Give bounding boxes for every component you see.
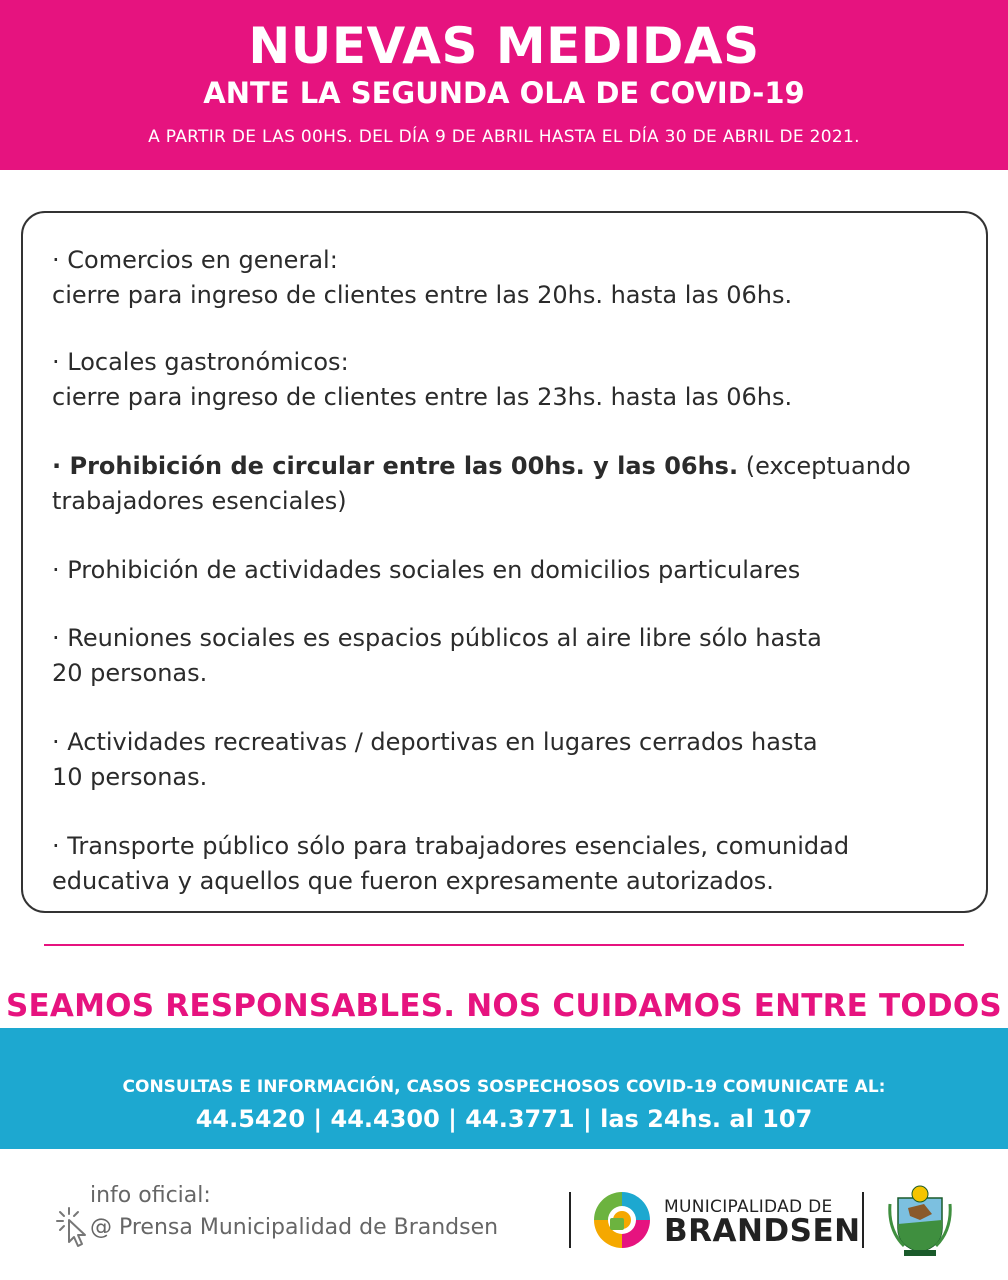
measures-box bbox=[21, 211, 988, 913]
divider-line bbox=[44, 944, 964, 946]
measure-item: · Transporte público sólo para trabajadores esenciales, comunidad educativa y aquellos que fueron expresamente autorizados. bbox=[52, 832, 850, 895]
measure-item: · Reuniones sociales es espacios públicos al aire libre sólo hasta 20 personas. bbox=[52, 624, 822, 687]
municipality-name: BRANDSEN bbox=[664, 1213, 861, 1249]
click-cursor-icon bbox=[56, 1206, 88, 1250]
page-subtitle: ANTE LA SEGUNDA OLA DE COVID-19 bbox=[203, 76, 805, 110]
footer-separator bbox=[862, 1192, 864, 1248]
info-label: info oficial: bbox=[90, 1183, 211, 1208]
page-title: NUEVAS MEDIDAS bbox=[248, 17, 760, 75]
date-range: A PARTIR DE LAS 00HS. DEL DÍA 9 DE ABRIL HASTA EL DÍA 30 DE ABRIL DE 2021. bbox=[148, 127, 860, 147]
social-handle[interactable]: @ Prensa Municipalidad de Brandsen bbox=[90, 1215, 499, 1240]
coat-of-arms-icon bbox=[884, 1180, 956, 1260]
measure-item: · Prohibición de circular entre las 00hs. y las 06hs. (exceptuando trabajadores esenciales) bbox=[52, 452, 911, 515]
contact-heading: CONSULTAS E INFORMACIÓN, CASOS SOSPECHOSOS COVID-19 COMUNICATE AL: bbox=[122, 1077, 886, 1097]
slogan: SEAMOS RESPONSABLES. NOS CUIDAMOS ENTRE TODOS bbox=[6, 988, 1002, 1024]
measure-item: · Actividades recreativas / deportivas en lugares cerrados hasta 10 personas. bbox=[52, 728, 818, 791]
measure-item: · Comercios en general: cierre para ingreso de clientes entre las 20hs. hasta las 06hs. bbox=[52, 246, 793, 309]
header-banner bbox=[0, 0, 1008, 170]
municipality-label: MUNICIPALIDAD DE bbox=[664, 1197, 833, 1217]
contact-phones: 44.5420 | 44.4300 | 44.3771 | las 24hs. al 107 bbox=[195, 1105, 813, 1133]
measure-item: · Prohibición de actividades sociales en domicilios particulares bbox=[52, 556, 801, 584]
measure-item: · Locales gastronómicos: cierre para ingreso de clientes entre las 23hs. hasta las 06hs. bbox=[52, 348, 793, 411]
footer-separator bbox=[569, 1192, 571, 1248]
municipal-logo-icon bbox=[590, 1188, 654, 1252]
contact-band bbox=[0, 1028, 1008, 1149]
